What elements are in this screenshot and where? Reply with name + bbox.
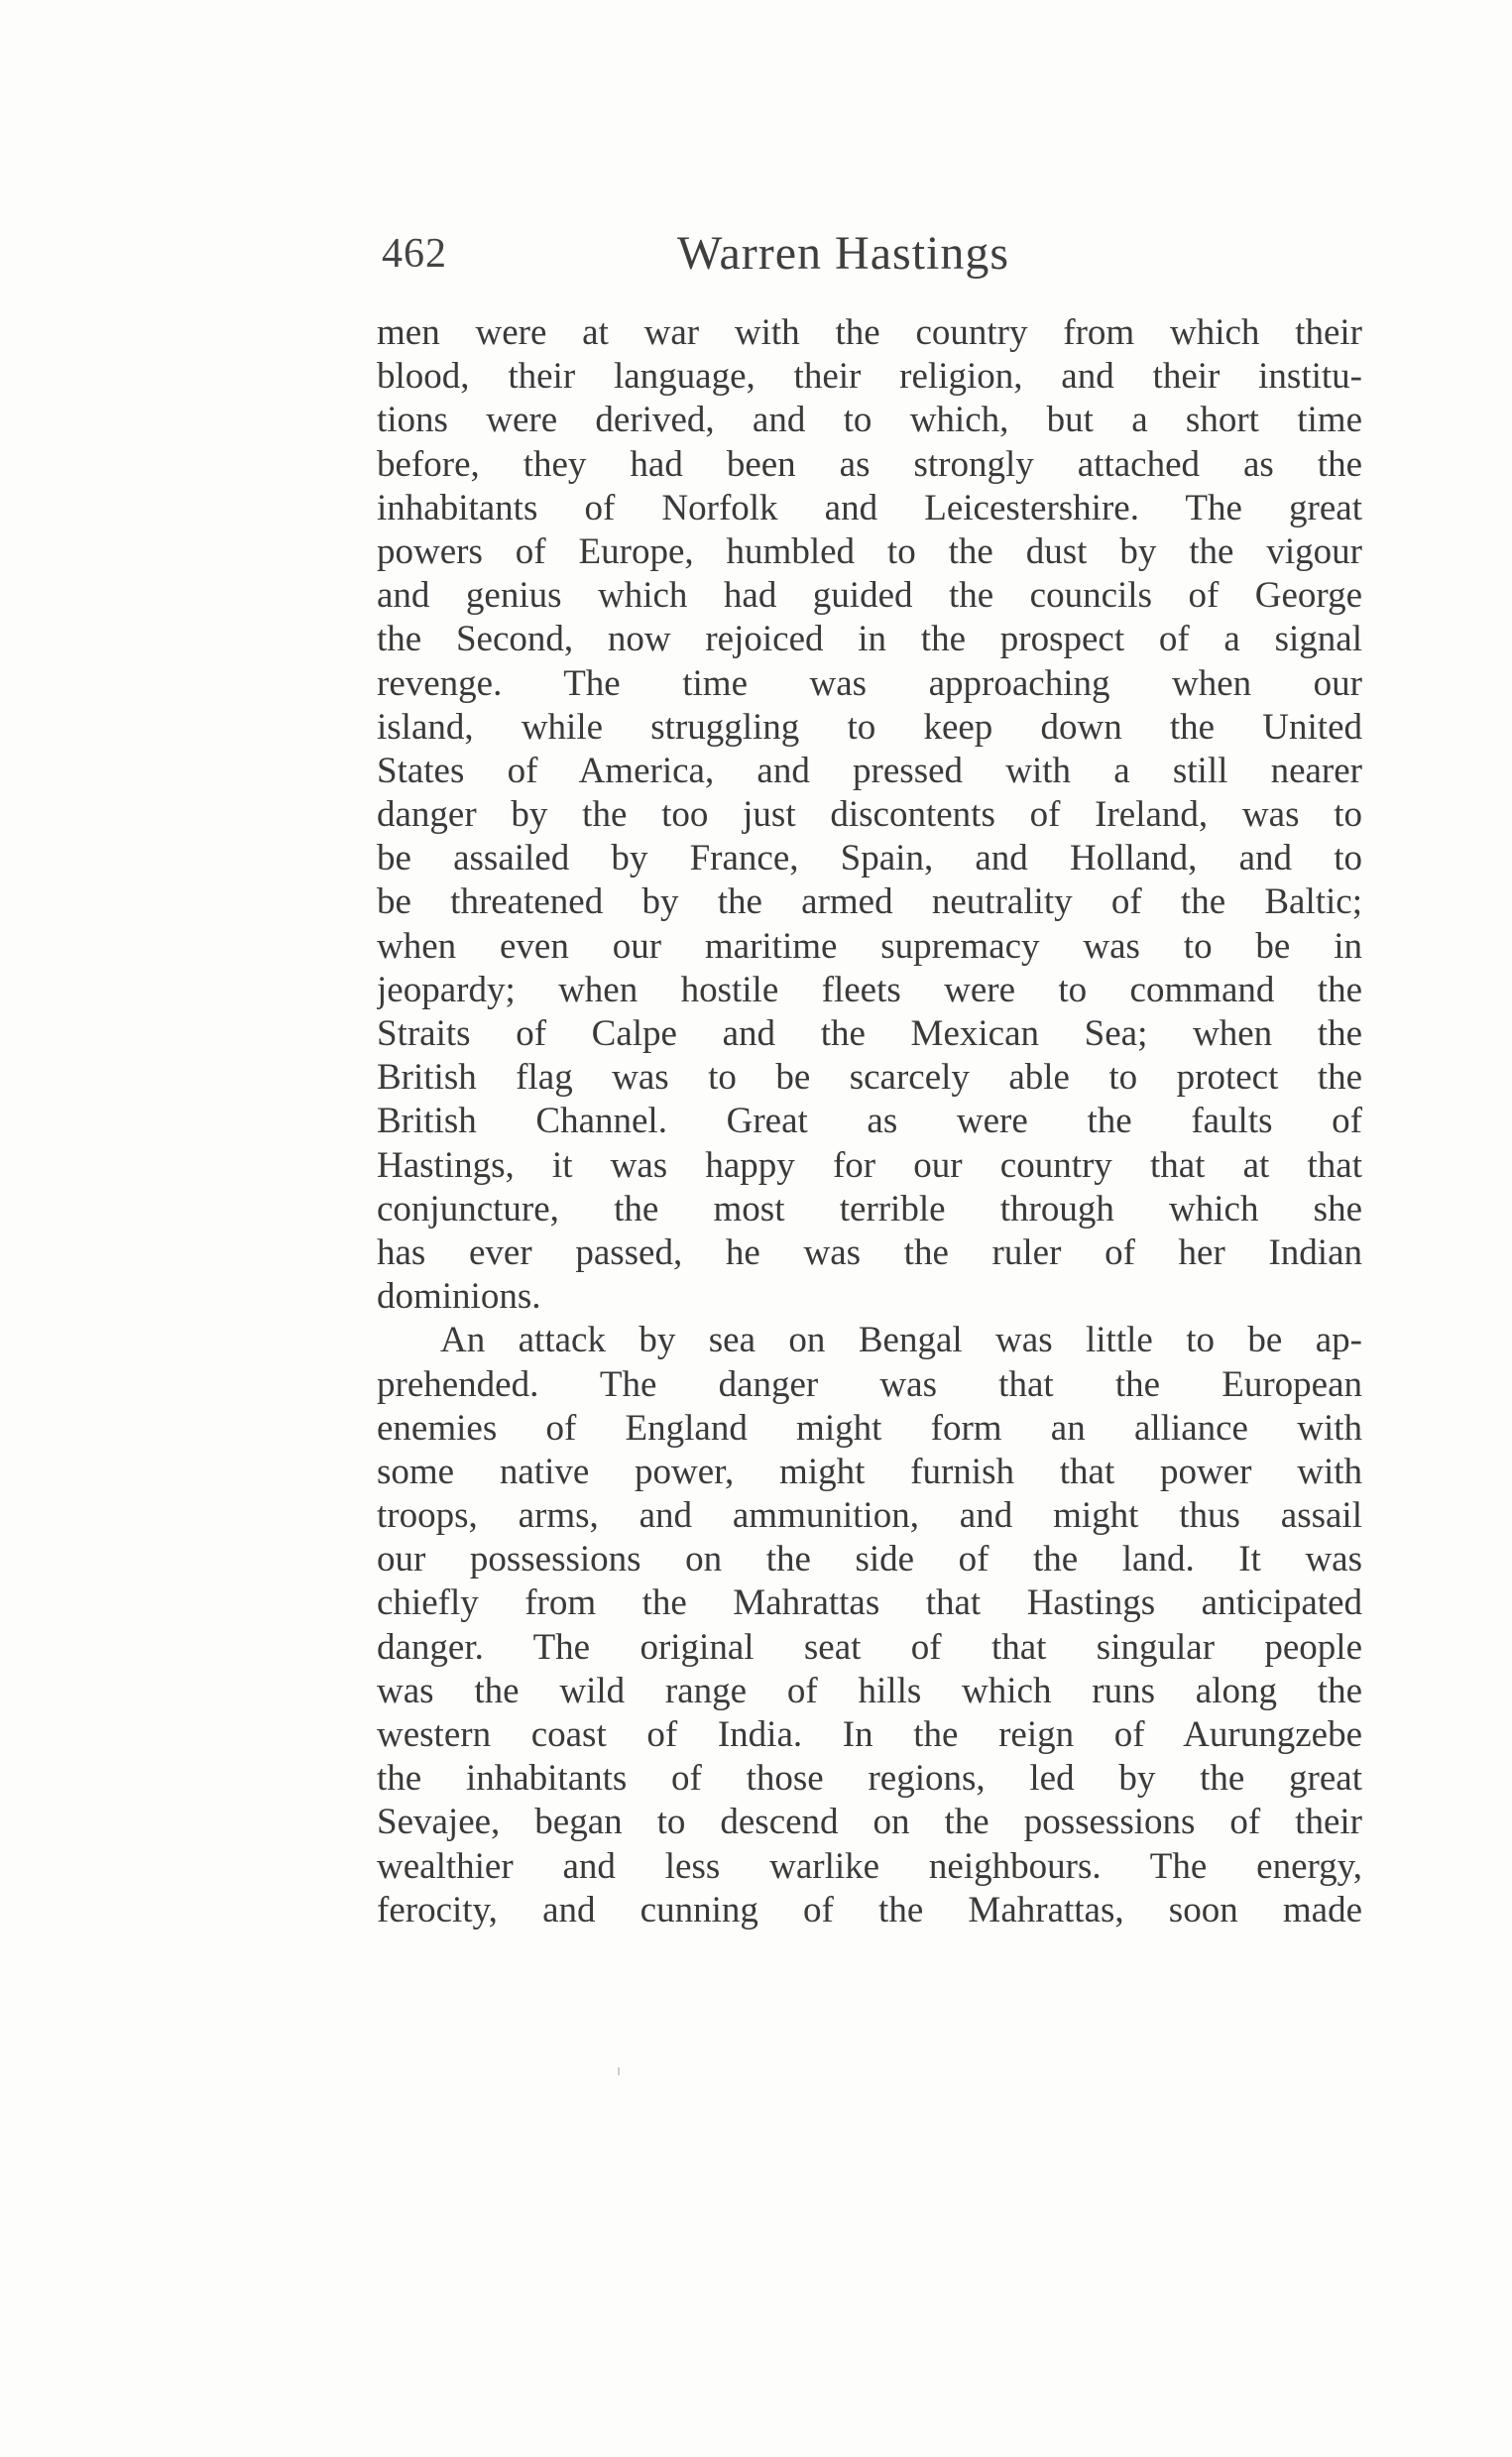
text-line: inhabitants of Norfolk and Leicestershire. The great	[377, 487, 1362, 528]
running-title: Warren Hastings	[677, 227, 1010, 280]
text-line: Straits of Calpe and the Mexican Sea; when the	[377, 1013, 1362, 1054]
text-line: powers of Europe, humbled to the dust by the vigour	[377, 530, 1362, 572]
text-line: revenge. The time was approaching when our	[377, 662, 1362, 704]
text-line: chiefly from the Mahrattas that Hastings anticipated	[377, 1582, 1362, 1624]
text-line: ferocity, and cunning of the Mahrattas, soon made	[377, 1889, 1362, 1930]
body-text	[377, 311, 1362, 1932]
text-line: the inhabitants of those regions, led by the great	[377, 1758, 1362, 1800]
text-line: our possessions on the side of the land. It was	[377, 1539, 1362, 1580]
text-line: be threatened by the armed neutrality of the Baltic;	[377, 881, 1362, 923]
text-line: An attack by sea on Bengal was little to be ap-	[440, 1320, 1362, 1361]
text-line: western coast of India. In the reign of Aurungzebe	[377, 1714, 1362, 1755]
text-line: blood, their language, their religion, and their institu-	[377, 356, 1362, 398]
text-line: Sevajee, began to descend on the possessions of their	[377, 1802, 1362, 1843]
text-line: danger by the too just discontents of Ireland, was to	[377, 794, 1362, 836]
text-line: when even our maritime supremacy was to be in	[377, 925, 1362, 967]
text-line: tions were derived, and to which, but a short time	[377, 400, 1362, 441]
text-line: dominions.	[377, 1276, 541, 1318]
text-line: some native power, might furnish that power with	[377, 1451, 1362, 1492]
text-line: enemies of England might form an alliance with	[377, 1407, 1362, 1449]
text-line: the Second, now rejoiced in the prospect of a signal	[377, 619, 1362, 660]
text-line: island, while struggling to keep down the United	[377, 706, 1362, 748]
text-line: be assailed by France, Spain, and Holland, and to	[377, 838, 1362, 879]
text-line: troops, arms, and ammunition, and might thus assail	[377, 1495, 1362, 1537]
text-line: Hastings, it was happy for our country that at that	[377, 1144, 1362, 1186]
text-line: before, they had been as strongly attached as the	[377, 443, 1362, 485]
text-line: jeopardy; when hostile fleets were to command the	[377, 969, 1362, 1010]
page-number: 462	[382, 231, 447, 277]
text-line: wealthier and less warlike neighbours. The energy,	[377, 1845, 1362, 1887]
text-line: and genius which had guided the councils of George	[377, 575, 1362, 617]
paragraph-2	[377, 1319, 1362, 1932]
paragraph-1	[377, 311, 1362, 1319]
text-line: prehended. The danger was that the European	[377, 1363, 1362, 1405]
running-head	[382, 226, 1373, 295]
text-line: men were at war with the country from which their	[377, 312, 1362, 353]
text-line: States of America, and pressed with a still nearer	[377, 750, 1362, 791]
scan-speck	[618, 2067, 620, 2075]
text-line: has ever passed, he was the ruler of her Indian	[377, 1231, 1362, 1273]
text-line: danger. The original seat of that singular people	[377, 1626, 1362, 1668]
text-line: British Channel. Great as were the faults of	[377, 1101, 1362, 1142]
text-line: British flag was to be scarcely able to protect the	[377, 1057, 1362, 1099]
text-line: conjuncture, the most terrible through which she	[377, 1188, 1362, 1229]
text-line: was the wild range of hills which runs along the	[377, 1670, 1362, 1711]
